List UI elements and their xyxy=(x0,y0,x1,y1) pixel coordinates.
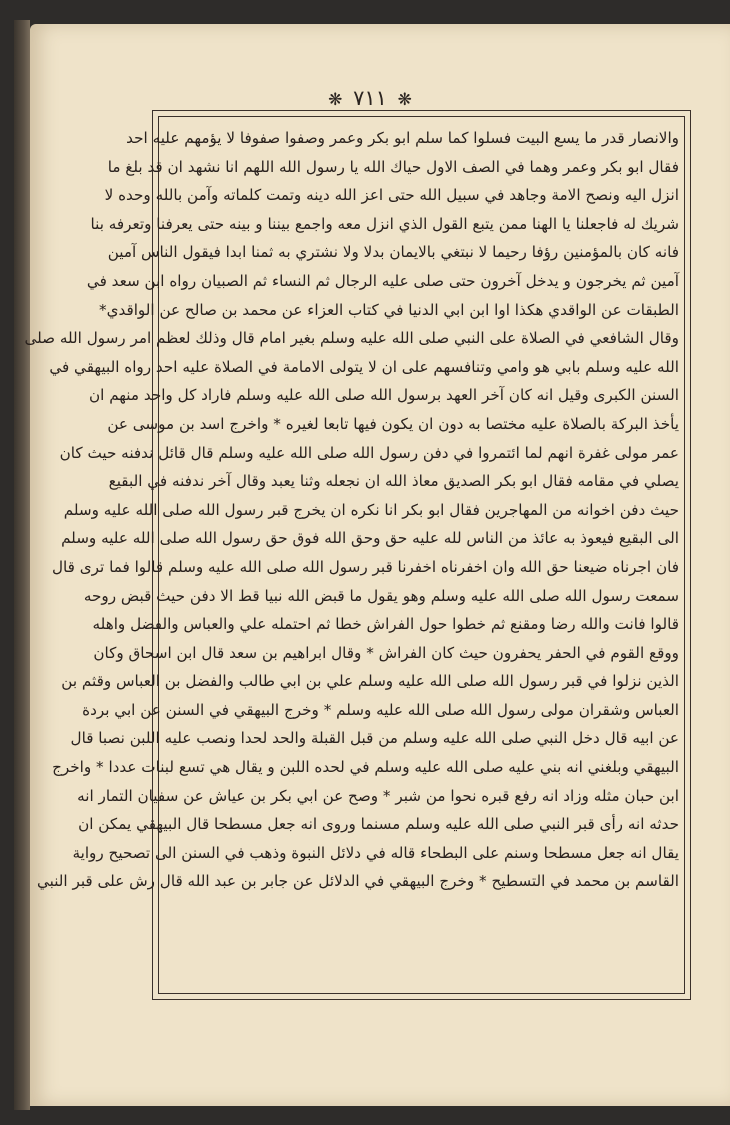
text-line: فانه كان بالمؤمنين رؤفا رحيما لا نبتغي بالايمان بدلا ولا نشتري به ثمنا ابدا فيقول الناس آمين xyxy=(107,243,679,262)
book-spine-edge xyxy=(14,20,30,1110)
text-line: فان اجرناه ضيعنا حق الله وان اخفرناه اخفرنا قبر رسول الله صلى الله عليه وسلم قالوا فما ترى قال xyxy=(52,557,679,576)
page-header xyxy=(120,86,620,110)
text-line: حدثه انه رأى قبر النبي صلى الله عليه وسلم مسنما وروى انه جعل مسطحا قال البيهقي يمكن ان xyxy=(78,815,679,834)
text-line: عمر مولى غفرة انهم لما ائتمروا في دفن رسول الله صلى الله عليه وسلم قال قائل ندفنه حيث كان xyxy=(59,443,679,462)
text-line: سمعت رسول الله صلى الله عليه وسلم وهو يقول ما قبض الله نبيا قط الا دفن حيث قبض روحه xyxy=(83,586,679,605)
text-line: القاسم بن محمد في التسطيح * وخرج البيهقي في الدلائل عن جابر بن عبد الله قال رش على قبر النبي xyxy=(36,872,679,891)
text-line: فقال ابو بكر وعمر وهما في الصف الاول حياك الله يا رسول الله اللهم انا نشهد ان قد بلغ ما xyxy=(107,157,679,176)
page-number: ٧١١ xyxy=(353,86,387,110)
text-line: يصلي في مقامه فقال ابو بكر الصديق معاذ الله ان نجعله وثنا يعبد وقال آخر ندفنه في البقيع xyxy=(108,472,679,491)
text-line: البيهقي وبلغني انه بني عليه صلى الله عليه وسلم في لحده اللبن و يقال هي تسع لبنات عددا * واخرج xyxy=(52,758,679,777)
text-line: قالوا فانت والله رضا ومقنع ثم خطوا حول الفراش خطا ثم احتمله علي والعباس والفضل واهله xyxy=(92,615,679,634)
ornament-right-icon: ❋ xyxy=(328,90,343,110)
text-line: يأخذ البركة بالصلاة عليه مختصا به دون ان يكون فيها تابعا لغيره * واخرج اسد بن موسى عن xyxy=(107,414,679,433)
text-line: العباس وشقران مولى رسول الله صلى الله عليه وسلم * وخرج البيهقي في السنن عن ابي بردة xyxy=(82,700,679,719)
text-line: والانصار قدر ما يسع البيت فسلوا كما سلم ابو بكر وعمر وصفوا صفوفا لا يؤمهم عليه احد xyxy=(126,129,679,147)
text-line: انزل اليه ونصح الامة وجاهد في سبيل الله حتى اعز الله دينه وتمت كلماته وآمن بالله وحده لا xyxy=(104,186,679,205)
page-text-block xyxy=(24,124,679,896)
text-line: الله عليه وسلم بابي هو وامي وتنافسهم على ان لا يتولى الامامة في الصلاة عليه احد رواه البيهقي في xyxy=(49,357,679,376)
text-line: يقال انه جعل مسطحا وسنم على البطحاء قاله في دلائل النبوة وذهب في السنن الى تصحيح رواية xyxy=(72,843,679,862)
text-line: الطبقات عن الواقدي هكذا اوا ابن ابي الدنيا في كتاب العزاء عن محمد بن صالح عن الواقدي* xyxy=(98,300,679,319)
text-line: آمين ثم يخرجون و يدخل آخرون حتى صلى عليه الرجال ثم النساء ثم الصبيان رواه ابن سعد في xyxy=(86,271,679,290)
text-line: حيث دفن اخوانه من المهاجرين فقال ابو بكر انا نكره ان يخرج قبر رسول الله صلى الله عليه وسلم xyxy=(63,500,679,519)
text-line: شريك له فاجعلنا يا الهنا ممن يتبع القول الذي انزل معه واجمع بيننا و بينه حتى يعرفنا وتعرفه بنا xyxy=(90,214,679,233)
text-line: السنن الكبرى وقيل انه كان آخر العهد برسول الله صلى الله عليه وسلم فاراد كل واحد منهم ان xyxy=(89,386,679,405)
text-line: الى البقيع فيعوذ به عائذ من الناس لله عليه حق وحق الله فوق حق رسول الله صلى الله عليه وسلم xyxy=(61,529,679,548)
text-line: ابن حبان مثله وزاد انه رفع قبره نحوا من شبر * وصح عن ابي بكر بن عياش عن سفيان التمار انه xyxy=(77,786,679,805)
text-line: الذين نزلوا في قبر رسول الله صلى الله عليه وسلم علي بن ابي طالب والفضل بن العباس وقثم بن xyxy=(61,672,679,691)
text-line: ووقع القوم في الحفر يحفرون حيث كان الفراش * وقال ابراهيم بن سعد قال ابن اسحاق وكان xyxy=(93,643,679,662)
text-line: وقال الشافعي في الصلاة على النبي صلى الله عليه وسلم بغير امام قال وذلك لعظم امر رسول الله صلى xyxy=(24,329,679,348)
ornament-left-icon: ❋ xyxy=(397,90,412,110)
text-line: عن ابيه قال دخل النبي صلى الله عليه وسلم من قبل القبلة والحد لحدا ونصب عليه اللبن نصبا قال xyxy=(70,729,679,748)
